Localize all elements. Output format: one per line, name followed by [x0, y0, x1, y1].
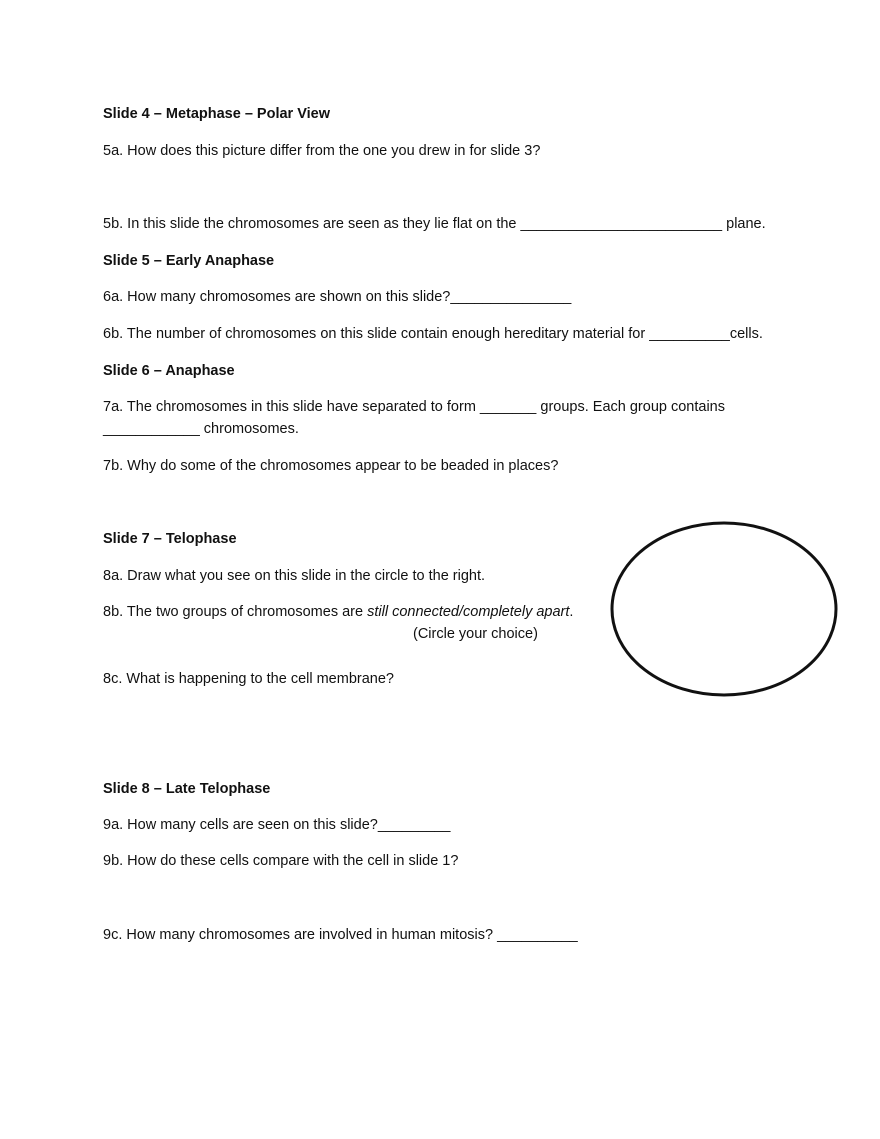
- slide8-heading: Slide 8 – Late Telophase: [103, 781, 271, 797]
- slide6-heading: Slide 6 – Anaphase: [103, 363, 235, 379]
- question-8c: 8c. What is happening to the cell membrane?: [103, 671, 394, 687]
- question-6b: 6b. The number of chromosomes on this slide contain enough hereditary material for __________cells.: [103, 326, 763, 342]
- slide5-heading: Slide 5 – Early Anaphase: [103, 253, 275, 269]
- question-8a: 8a. Draw what you see on this slide in the circle to the right.: [103, 568, 486, 584]
- question-5a: 5a. How does this picture differ from the one you drew in for slide 3?: [103, 143, 541, 159]
- question-5b: 5b. In this slide the chromosomes are seen as they lie flat on the _________________________ plane.: [103, 216, 766, 232]
- question-8b-suffix: .: [569, 604, 574, 620]
- slide4-heading: Slide 4 – Metaphase – Polar View: [103, 106, 331, 122]
- question-7a-line2: ____________ chromosomes.: [103, 421, 299, 437]
- question-9c: 9c. How many chromosomes are involved in human mitosis? __________: [103, 927, 578, 943]
- question-8b-choices[interactable]: still connected/completely apart: [367, 604, 570, 620]
- question-8b-prefix: 8b. The two groups of chromosomes are: [103, 604, 368, 620]
- question-7b: 7b. Why do some of the chromosomes appear to be beaded in places?: [103, 458, 559, 474]
- question-9a: 9a. How many cells are seen on this slide?_________: [103, 817, 451, 833]
- question-6a: 6a. How many chromosomes are shown on this slide?_______________: [103, 289, 572, 305]
- question-7a-line1: 7a. The chromosomes in this slide have separated to form _______ groups. Each group contains: [103, 399, 725, 415]
- slide7-heading: Slide 7 – Telophase: [103, 531, 237, 547]
- question-8b: [103, 603, 573, 621]
- drawing-circle[interactable]: [605, 518, 843, 702]
- question-8b-note: (Circle your choice): [413, 626, 538, 642]
- drawing-circle-outline: [612, 523, 836, 695]
- question-9b: 9b. How do these cells compare with the cell in slide 1?: [103, 853, 459, 869]
